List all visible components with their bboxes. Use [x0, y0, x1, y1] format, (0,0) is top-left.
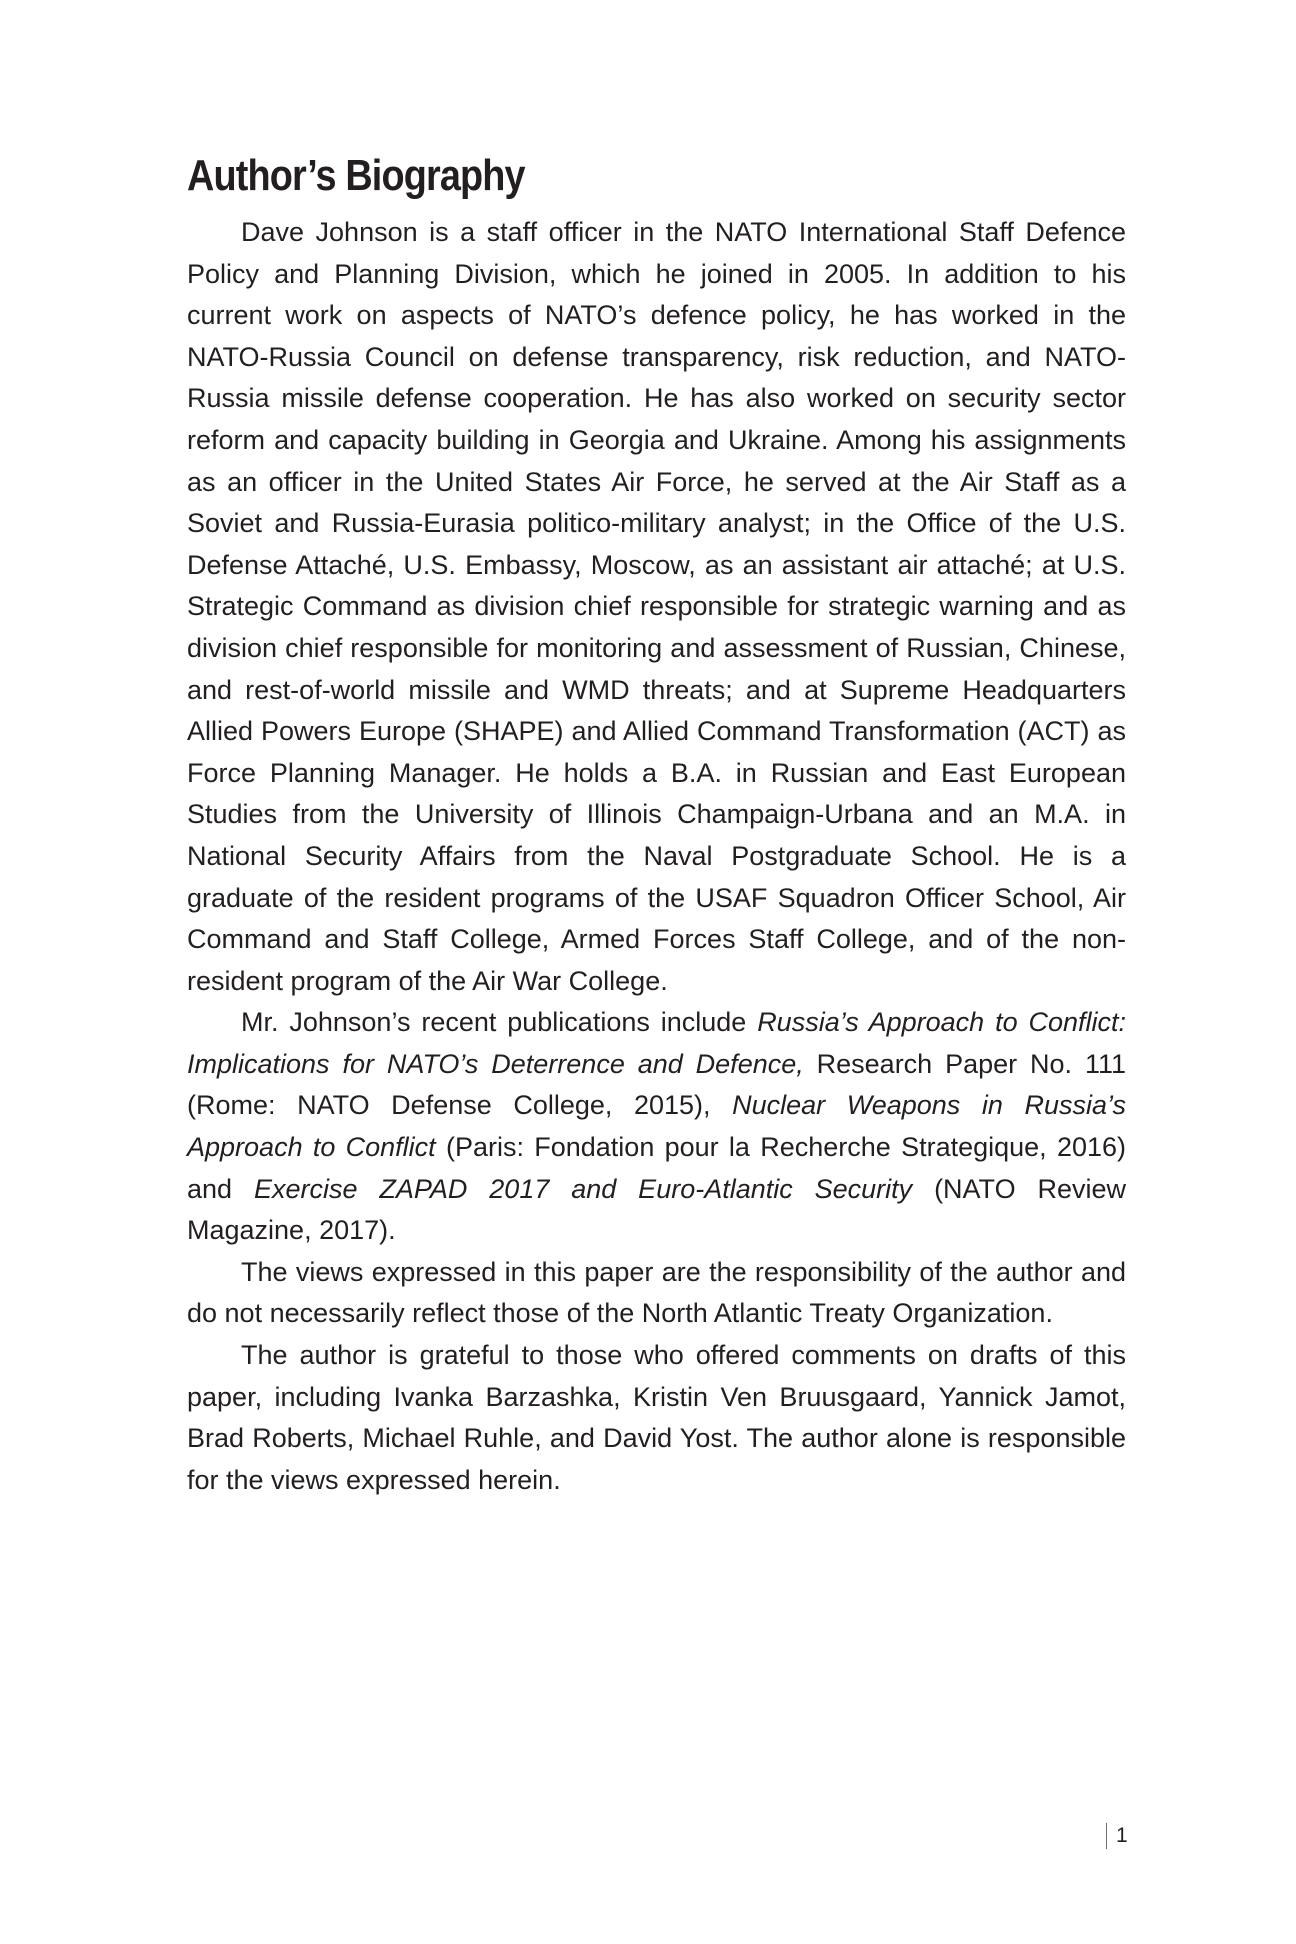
publication-title: Russia’s Approach to Conflict: Implications for NATO’s Deterrence and Defence,: [187, 1007, 1126, 1079]
paragraph-acknowledgements: [187, 1335, 1126, 1501]
page-number-label: 1: [1116, 1824, 1128, 1847]
publication-title: Exercise ZAPAD 2017 and Euro-Atlantic Security: [253, 1173, 913, 1204]
text-segment: The author is grateful to those who offered comments on drafts of this paper, including Ivanka Barzashka, Kristin Ven Bruusgaard, Yannick Jamot, Brad Roberts, Michael Ruhle, and David Yost. The author alone is responsible for the views expressed herein.: [187, 1340, 1126, 1495]
text-segment: Research Paper No. 111 (Rome: NATO Defense College, 2015),: [187, 1048, 1126, 1121]
text-segment: (NATO Review Magazine, 2017).: [187, 1173, 1126, 1246]
paragraph-career: [187, 212, 1126, 1002]
page-number-rule: [1106, 1823, 1107, 1849]
paragraph-publications: [187, 1002, 1126, 1252]
publication-title: Nuclear Weapons in Russia’s Approach to Conflict: [187, 1090, 1126, 1163]
page-number: [1106, 1822, 1128, 1850]
paragraph-disclaimer: [187, 1252, 1126, 1335]
page-body: [187, 148, 1126, 1501]
page-title: Author’s Biography: [187, 151, 525, 200]
biography-text: [187, 212, 1126, 1501]
text-segment: Dave Johnson is a staff officer in the NATO International Staff Defence Policy and Planning Division, which he joined in 2005. In addition to his current work on aspects of NATO’s defence policy, he has worked in the NATO-Russia Council on defense transparency, risk reduction, and NATO-Russia missile defense cooperation. He has also worked on security sector reform and capacity building in Georgia and Ukraine. Among his assignments as an officer in the United States Air Force, he served at the Air Staff as a Soviet and Russia-Eurasia politico-military analyst; in the Office of the U.S. Defense Attaché, U.S. Embassy, Moscow, as an assistant air attaché; at U.S. Strategic Command as division chief responsible for strategic warning and as division chief responsible for monitoring and assessment of Russian, Chinese, and rest-of-world missile and WMD threats; and at Supreme Headquarters Allied Powers Europe (SHAPE) and Allied Command Transformation (ACT) as Force Planning Manager. He holds a B.A. in Russian and East European Studies from the University of Illinois Champaign-Urbana and an M.A. in National Security Affairs from the Naval Postgraduate School. He is a graduate of the resident programs of the USAF Squadron Officer School, Air Command and Staff College, Armed Forces Staff College, and of the non-resident program of the Air War College.: [187, 217, 1126, 996]
text-segment: (Paris: Fondation pour la Recherche Strategique, 2016) and: [187, 1132, 1126, 1204]
text-segment: The views expressed in this paper are the responsibility of the author and do not necessarily reflect those of the North Atlantic Treaty Organization.: [187, 1256, 1126, 1329]
text-segment: Mr. Johnson’s recent publications include: [241, 1007, 758, 1038]
